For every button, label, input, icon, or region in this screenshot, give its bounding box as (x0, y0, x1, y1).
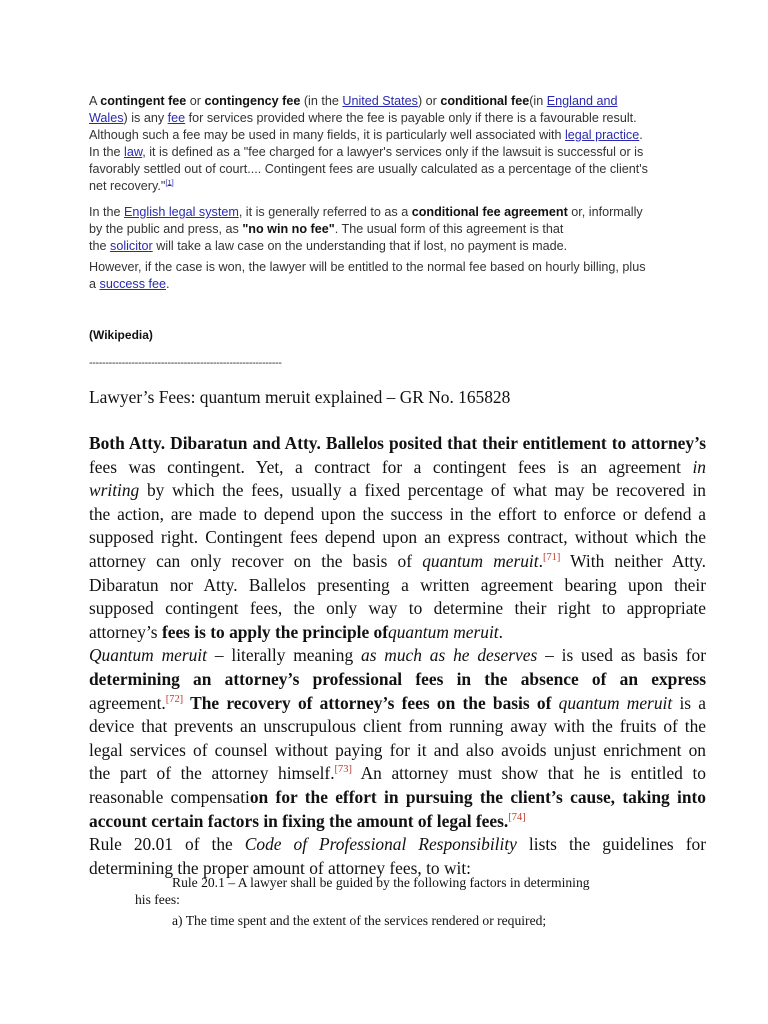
wiki-paragraph-english-system (89, 204, 643, 255)
text-run: net recovery." (89, 178, 166, 193)
text-run: supposed right. Contingent fees depend upon an express contract, without which the (89, 527, 706, 548)
text-line (89, 355, 282, 372)
text-run: legal services of counsel without paying for it and also avoids unjust enrichment on (89, 739, 706, 760)
text-run: attorney can only recover on the basis of (89, 550, 423, 571)
text-line (89, 810, 706, 834)
text-line (89, 668, 706, 692)
italic-text-run: writing (89, 480, 140, 501)
footnote-ref: [72] (165, 693, 184, 705)
text-line (89, 456, 706, 480)
italic-text-run: in (692, 456, 706, 477)
bold-text-run: on for the effort in pursuing the client’s cause, taking into (249, 786, 706, 807)
text-line (172, 874, 590, 891)
text-run: ) or (417, 94, 441, 108)
italic-text-run: Quantum meruit (89, 645, 207, 666)
bold-text-run: contingency fee (204, 94, 301, 108)
text-line (89, 644, 706, 668)
text-line (89, 762, 706, 786)
text-run: ) is any (123, 110, 168, 125)
divider-line (89, 355, 282, 372)
link[interactable]: United States (342, 94, 418, 108)
text-run: a) The time spent and the extent of the services rendered or required; (172, 913, 547, 928)
footnote-ref[interactable]: [1] (165, 177, 174, 187)
text-line (89, 327, 153, 344)
text-run: A (89, 94, 101, 108)
text-run: the action, are made to depend upon the success in the effort to enforce or defend a (89, 503, 706, 524)
text-run: for services provided where the fee is payable only if there is a favourable result. (185, 110, 637, 125)
text-run: fees was contingent. Yet, a contract for a contingent fees is an agreement (89, 456, 693, 477)
text-line (89, 597, 706, 621)
text-run: , it is generally referred to as a (238, 205, 412, 219)
text-line (89, 479, 706, 503)
text-line (89, 178, 648, 195)
text-run: An attorney must show that he is entitled to (351, 763, 706, 784)
link[interactable]: law (124, 144, 143, 159)
text-line (89, 739, 706, 763)
text-run: is a (672, 692, 707, 713)
text-line (89, 715, 706, 739)
section-heading (89, 386, 510, 408)
text-run: device that prevents an unscrupulous client from running away with the fruits of the (89, 716, 706, 737)
footnote-ref: [71] (542, 552, 561, 564)
text-run: his fees: (135, 892, 180, 907)
text-line (89, 621, 706, 645)
text-run: – literally meaning (206, 645, 361, 666)
link[interactable]: England and (546, 94, 618, 108)
text-line (89, 238, 643, 255)
text-line (89, 110, 648, 127)
text-run: the (89, 238, 111, 253)
source-label (89, 327, 153, 344)
text-run: Dibaratun nor Atty. Ballelos presenting a written agreement bearing upon their (89, 574, 706, 595)
text-line (89, 221, 643, 238)
text-run: However, if the case is won, the lawyer will be entitled to the normal fee based on hourly billing, plus (89, 260, 646, 274)
bold-text-run: The recovery of attorney’s fees on the basis of (183, 692, 559, 713)
text-line (89, 93, 648, 110)
main-body (89, 432, 706, 880)
link[interactable]: success fee (99, 276, 167, 291)
text-run: determining the proper amount of attorney fees, to wit: (89, 857, 471, 878)
italic-text-run: as much as he deserves (361, 645, 538, 666)
italic-text-run: quantum meruit (558, 692, 673, 713)
text-run: the part of the attorney himself. (89, 763, 335, 784)
text-run: (in the (300, 94, 343, 108)
bold-text-run: Both Atty. Dibaratun and Atty. Ballelos posited that their entitlement to attorney’s (89, 433, 706, 453)
link[interactable]: English legal system (124, 205, 239, 219)
text-run: ----------------------------------------------------------- (89, 357, 282, 369)
text-line (89, 386, 510, 408)
text-run: . (498, 621, 503, 642)
text-run: will take a law case on the understanding that if lost, no payment is made. (152, 238, 568, 253)
wiki-paragraph-success-fee (89, 259, 646, 293)
link[interactable]: legal practice (565, 127, 640, 142)
text-run: by the public and press, as (89, 221, 243, 236)
italic-text-run: quantum meruit (388, 621, 499, 642)
text-line (89, 574, 706, 598)
text-run: by which the fees, usually a fixed percentage of what may be recovered in (139, 480, 706, 501)
italic-text-run: Code of Professional Responsibility (244, 834, 517, 855)
text-line (89, 786, 706, 810)
text-run: With neither Atty. (560, 550, 707, 571)
text-run: or, informally (567, 205, 643, 219)
footnote-ref: [73] (334, 764, 352, 776)
text-line (89, 161, 648, 178)
text-line (89, 127, 648, 144)
bold-text-run: conditional fee (440, 94, 530, 108)
text-line (89, 550, 706, 574)
text-run: Rule 20.01 of the (89, 834, 245, 855)
text-line (89, 276, 646, 293)
text-run: a (89, 276, 100, 291)
rule-intro (172, 874, 590, 891)
text-line (89, 692, 706, 716)
text-line (89, 503, 706, 527)
text-line (89, 204, 643, 221)
text-run: attorney’s (89, 621, 162, 642)
text-line (89, 259, 646, 276)
text-run: . (538, 550, 543, 571)
bold-text-run: conditional fee agreement (411, 205, 568, 219)
wiki-paragraph-definition (89, 93, 648, 194)
link[interactable]: Wales (89, 110, 124, 125)
rule-item-a (172, 912, 546, 929)
text-run: favorably settled out of court.... Contingent fees are usually calculated as a percentage of the client's (89, 161, 648, 176)
link[interactable]: fee (167, 110, 186, 125)
text-run: lists the guidelines for (516, 834, 706, 855)
text-run: – is used as basis for (537, 645, 706, 666)
text-line (89, 833, 706, 857)
text-line (89, 432, 706, 456)
text-run: supposed contingent fees, the only way to determine their right to appropriate (89, 598, 706, 619)
text-run: In the (89, 205, 125, 219)
text-run: Although such a fee may be used in many fields, it is particularly well associated with (89, 127, 565, 142)
rule-continuation (135, 891, 180, 908)
bold-text-run: (Wikipedia) (89, 328, 153, 342)
text-line (89, 144, 648, 161)
bold-text-run: "no win no fee" (242, 221, 335, 236)
bold-text-run: fees is to apply the principle of (161, 621, 389, 642)
text-run: . (639, 127, 643, 142)
text-run: . (166, 276, 170, 291)
text-line (135, 891, 180, 908)
text-line (89, 526, 706, 550)
text-run: Lawyer’s Fees: quantum meruit explained – GR No. 165828 (89, 387, 511, 407)
text-run: agreement. (89, 692, 166, 713)
footnote-ref: [74] (508, 811, 526, 823)
bold-text-run: contingent fee (100, 94, 187, 108)
text-run: Rule 20.1 – A lawyer shall be guided by the following factors in determining (172, 875, 590, 890)
text-run: or (186, 94, 205, 108)
text-line (172, 912, 546, 929)
text-run: reasonable compensati (89, 786, 250, 807)
italic-text-run: quantum meruit (422, 550, 539, 571)
bold-text-run: determining an attorney’s professional fees in the absence of an express (89, 668, 706, 689)
text-run: . The usual form of this agreement is that (334, 221, 564, 236)
text-run: , it is defined as a "fee charged for a lawyer's services only if the lawsuit is successful or is (142, 144, 644, 159)
text-run: In the (89, 144, 125, 159)
text-run: (in (529, 94, 547, 108)
bold-text-run: account certain factors in fixing the amount of legal fees. (89, 810, 509, 831)
link[interactable]: solicitor (110, 238, 153, 253)
